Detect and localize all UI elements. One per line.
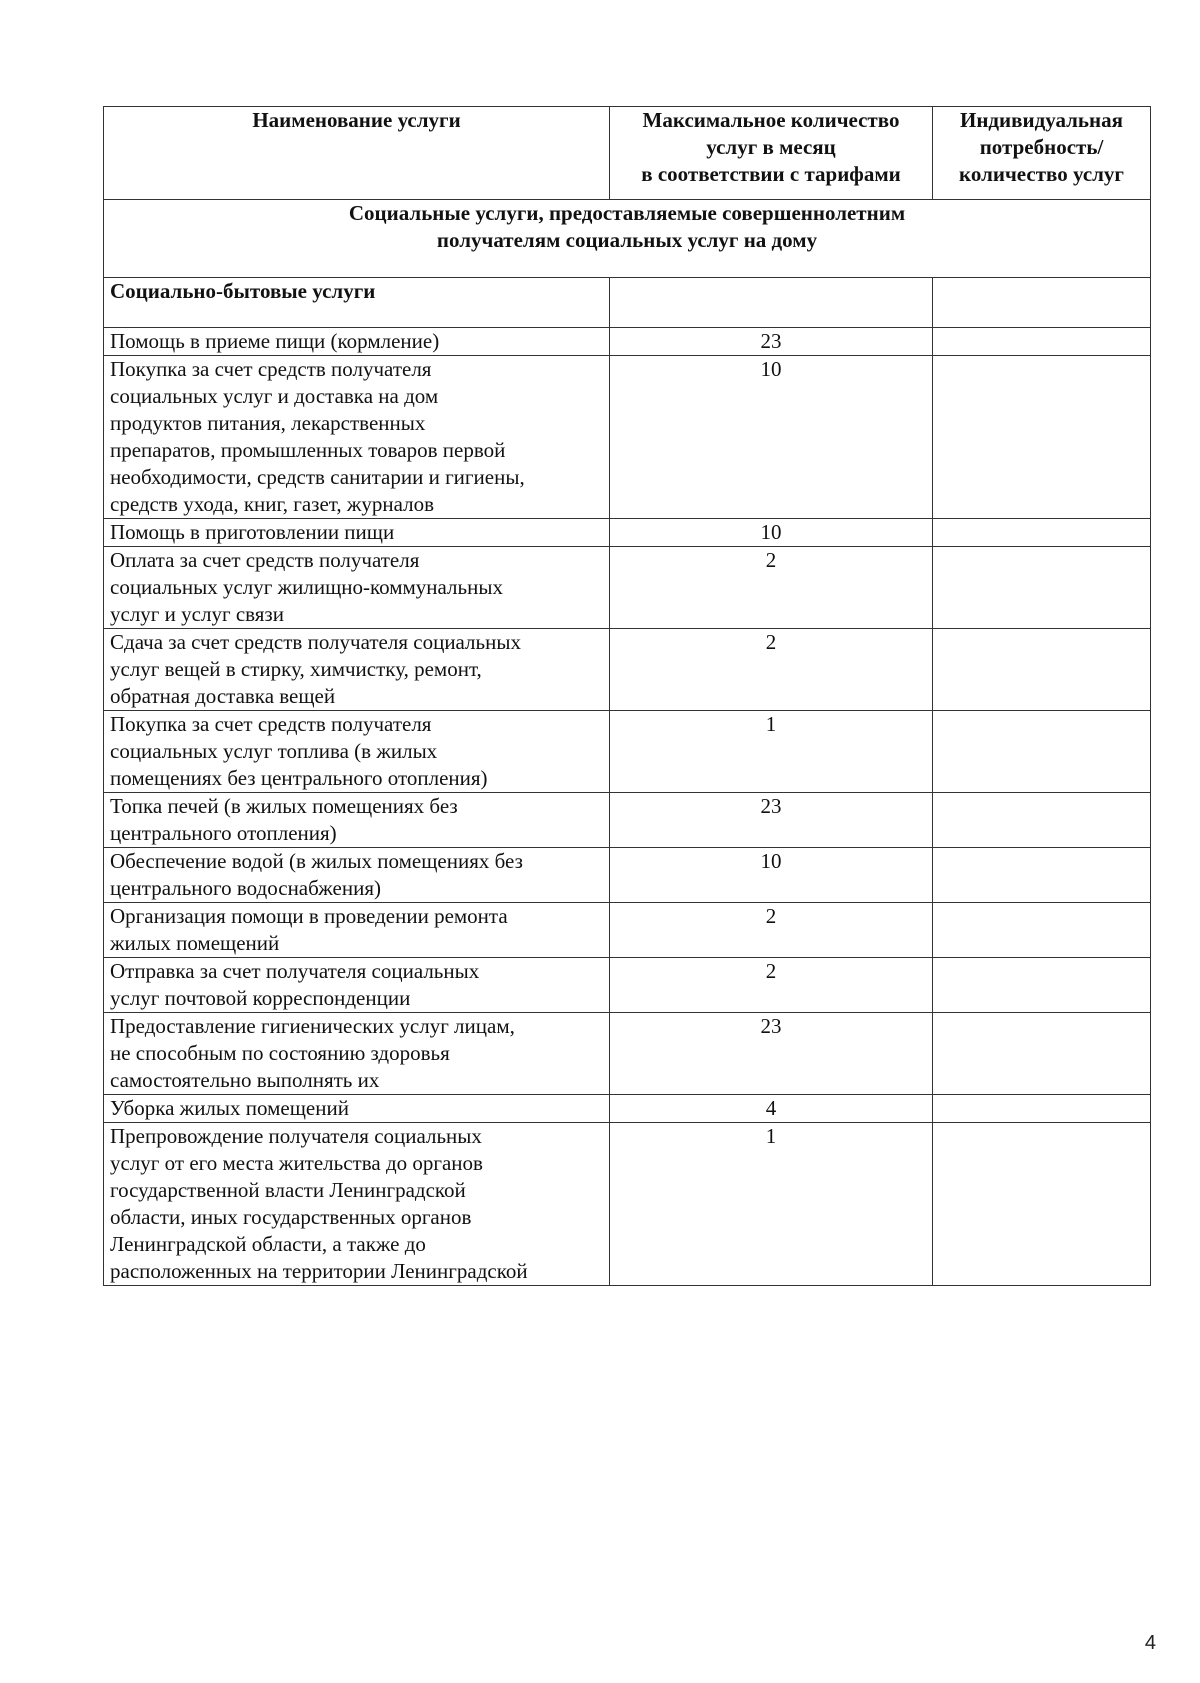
service-name-line: необходимости, средств санитарии и гигиены, — [110, 465, 525, 489]
individual-need-cell[interactable] — [933, 1123, 1151, 1286]
max-quantity-cell: 23 — [610, 1013, 933, 1095]
table-row — [104, 519, 1151, 547]
max-quantity-cell: 4 — [610, 1095, 933, 1123]
table-row — [104, 903, 1151, 958]
service-name-cell — [104, 848, 610, 903]
service-name-line: жилых помещений — [110, 931, 280, 955]
subsection-qty-cell — [610, 278, 933, 328]
service-name-line: Оплата за счет средств получателя — [110, 548, 420, 572]
service-name-cell — [104, 793, 610, 848]
section-title: Социальные услуги, предоставляемые совершеннолетним получателям социальных услуг на дому — [104, 200, 1151, 278]
table-row — [104, 958, 1151, 1013]
service-name-line: социальных услуг и доставка на дом — [110, 384, 439, 408]
service-name-line: Помощь в приеме пищи (кормление) — [110, 329, 440, 353]
service-name-line: обратная доставка вещей — [110, 684, 336, 708]
header-individual-need: Индивидуальная потребность/ количество услуг — [933, 107, 1151, 200]
service-name-line: центрального отопления) — [110, 821, 337, 845]
page-number: 4 — [1144, 1632, 1156, 1654]
service-name-cell — [104, 1013, 610, 1095]
service-name-line: услуг почтовой корреспонденции — [110, 986, 411, 1010]
table-row — [104, 547, 1151, 629]
service-name-line: Сдача за счет средств получателя социальных — [110, 630, 521, 654]
individual-need-cell[interactable] — [933, 1095, 1151, 1123]
individual-need-cell[interactable] — [933, 958, 1151, 1013]
service-name-line: услуг вещей в стирку, химчистку, ремонт, — [110, 657, 482, 681]
header-max-quantity: Максимальное количество услуг в месяц в соответствии с тарифами — [610, 107, 933, 200]
service-name-line: государственной власти Ленинградской — [110, 1178, 466, 1202]
table-row — [104, 629, 1151, 711]
max-quantity-cell: 10 — [610, 356, 933, 519]
service-name-line: расположенных на территории Ленинградской — [110, 1259, 528, 1283]
service-name-line: помещениях без центрального отопления) — [110, 766, 488, 790]
service-name-line: препаратов, промышленных товаров первой — [110, 438, 506, 462]
service-name-line: Отправка за счет получателя социальных — [110, 959, 480, 983]
services-table — [103, 106, 1151, 1286]
service-name-cell — [104, 356, 610, 519]
service-name-cell — [104, 328, 610, 356]
service-name-line: области, иных государственных органов — [110, 1205, 472, 1229]
service-name-line: продуктов питания, лекарственных — [110, 411, 426, 435]
service-name-line: Помощь в приготовлении пищи — [110, 520, 395, 544]
table-row — [104, 328, 1151, 356]
max-quantity-cell: 1 — [610, 711, 933, 793]
service-name-line: центрального водоснабжения) — [110, 876, 381, 900]
service-name-line: социальных услуг топлива (в жилых — [110, 739, 438, 763]
service-name-cell — [104, 519, 610, 547]
individual-need-cell[interactable] — [933, 1013, 1151, 1095]
service-name-cell — [104, 958, 610, 1013]
max-quantity-cell: 2 — [610, 903, 933, 958]
service-name-cell — [104, 711, 610, 793]
individual-need-cell[interactable] — [933, 356, 1151, 519]
max-quantity-cell: 2 — [610, 958, 933, 1013]
max-quantity-cell: 23 — [610, 793, 933, 848]
service-name-line: Ленинградской области, а также до — [110, 1232, 426, 1256]
section-row — [104, 200, 1151, 278]
service-name-line: средств ухода, книг, газет, журналов — [110, 492, 435, 516]
table-row — [104, 1013, 1151, 1095]
individual-need-cell[interactable] — [933, 547, 1151, 629]
service-name-line: услуг от его места жительства до органов — [110, 1151, 483, 1175]
service-name-cell — [104, 547, 610, 629]
service-name-line: Уборка жилых помещений — [110, 1096, 349, 1120]
service-name-cell — [104, 1095, 610, 1123]
service-name-line: Покупка за счет средств получателя — [110, 357, 432, 381]
individual-need-cell[interactable] — [933, 711, 1151, 793]
service-name-line: самостоятельно выполнять их — [110, 1068, 380, 1092]
individual-need-cell[interactable] — [933, 793, 1151, 848]
header-service-name: Наименование услуги — [104, 107, 610, 200]
subsection-title: Социально-бытовые услуги — [104, 278, 610, 328]
service-name-line: услуг и услуг связи — [110, 602, 284, 626]
individual-need-cell[interactable] — [933, 903, 1151, 958]
service-name-line: Обеспечение водой (в жилых помещениях без — [110, 849, 523, 873]
table-row — [104, 793, 1151, 848]
max-quantity-cell: 2 — [610, 547, 933, 629]
subsection-need-cell — [933, 278, 1151, 328]
service-name-line: Топка печей (в жилых помещениях без — [110, 794, 458, 818]
service-name-cell — [104, 629, 610, 711]
individual-need-cell[interactable] — [933, 629, 1151, 711]
table-row — [104, 1123, 1151, 1286]
service-name-line: Препровождение получателя социальных — [110, 1124, 482, 1148]
individual-need-cell[interactable] — [933, 328, 1151, 356]
service-name-line: Покупка за счет средств получателя — [110, 712, 432, 736]
max-quantity-cell: 2 — [610, 629, 933, 711]
max-quantity-cell: 10 — [610, 519, 933, 547]
table-row — [104, 1095, 1151, 1123]
service-name-line: не способным по состоянию здоровья — [110, 1041, 450, 1065]
service-name-line: Организация помощи в проведении ремонта — [110, 904, 508, 928]
max-quantity-cell: 10 — [610, 848, 933, 903]
individual-need-cell[interactable] — [933, 519, 1151, 547]
subsection-row — [104, 278, 1151, 328]
service-name-cell — [104, 1123, 610, 1286]
table-header-row — [104, 107, 1151, 200]
max-quantity-cell: 23 — [610, 328, 933, 356]
individual-need-cell[interactable] — [933, 848, 1151, 903]
service-name-line: Предоставление гигиенических услуг лицам, — [110, 1014, 515, 1038]
service-name-cell — [104, 903, 610, 958]
table-row — [104, 711, 1151, 793]
max-quantity-cell: 1 — [610, 1123, 933, 1286]
service-name-line: социальных услуг жилищно-коммунальных — [110, 575, 503, 599]
table-row — [104, 356, 1151, 519]
table-row — [104, 848, 1151, 903]
